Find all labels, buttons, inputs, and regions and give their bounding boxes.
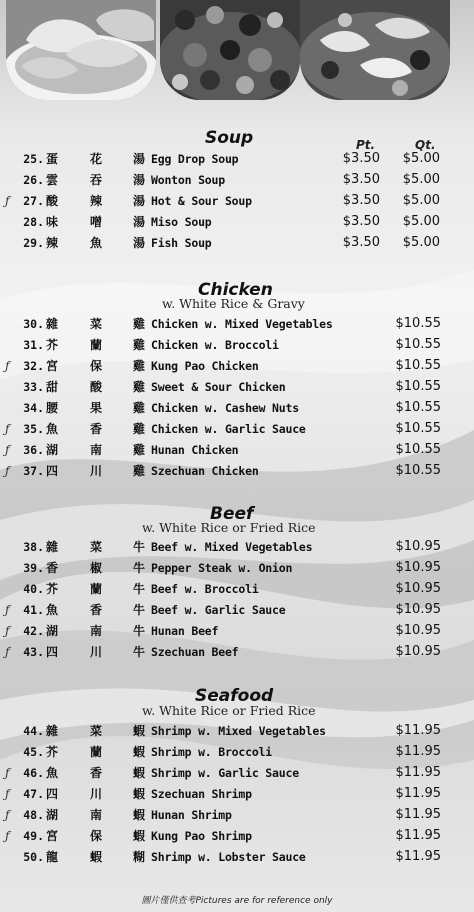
chinese-char: 蛋 (46, 152, 59, 166)
chinese-char: 香 (90, 603, 103, 617)
list-item (0, 826, 474, 846)
list-item (0, 784, 474, 804)
item-name: Chicken w. Garlic Sauce (151, 422, 306, 436)
spicy-marker: ƒ (5, 645, 10, 659)
chinese-char: 芥 (46, 582, 59, 596)
item-name: Fish Soup (151, 236, 212, 250)
list-item (0, 233, 474, 253)
item-price: $10.95 (395, 581, 441, 596)
item-number: 30. (23, 317, 44, 331)
list-item (0, 600, 474, 620)
chinese-char: 川 (90, 464, 103, 478)
item-name: Beef w. Broccoli (151, 582, 259, 596)
chinese-char: 蝦 (133, 724, 146, 738)
item-price: $10.95 (395, 539, 441, 554)
chinese-char: 牛 (133, 603, 146, 617)
chinese-char: 菜 (90, 724, 103, 738)
chinese-char: 四 (46, 787, 59, 801)
item-number: 29. (23, 236, 44, 250)
item-number: 43. (23, 645, 44, 659)
item-number: 45. (23, 745, 44, 759)
item-number: 46. (23, 766, 44, 780)
spicy-marker: ƒ (5, 464, 10, 478)
item-price: $10.55 (395, 316, 441, 331)
item-price: $11.95 (395, 828, 441, 843)
item-number: 48. (23, 808, 44, 822)
spicy-marker: ƒ (5, 194, 10, 208)
chinese-char: 香 (46, 561, 59, 575)
item-price: $11.95 (395, 849, 441, 864)
item-price: $10.95 (395, 644, 441, 659)
chinese-char: 芥 (46, 338, 59, 352)
item-number: 47. (23, 787, 44, 801)
seafood-title: Seafood (195, 686, 274, 706)
quart-price: $5.00 (402, 151, 440, 166)
spicy-marker: ƒ (5, 603, 10, 617)
list-item (0, 537, 474, 557)
chinese-char: 雞 (133, 359, 146, 373)
item-price: $10.95 (395, 602, 441, 617)
seafood-subtitle: w. White Rice or Fried Rice (142, 703, 316, 718)
item-number: 35. (23, 422, 44, 436)
quart-price: $5.00 (402, 235, 440, 250)
item-price: $11.95 (395, 744, 441, 759)
chinese-char: 糊 (133, 850, 146, 864)
quart-price: $5.00 (402, 172, 440, 187)
pint-column-header: Pt. (356, 138, 376, 152)
beef-subtitle: w. White Rice or Fried Rice (142, 520, 316, 535)
item-name: Shrimp w. Broccoli (151, 745, 273, 759)
seafood-dish-photo (300, 0, 450, 100)
chinese-char: 龍 (46, 850, 59, 864)
chinese-char: 雲 (46, 173, 59, 187)
item-name: Beef w. Garlic Sauce (151, 603, 286, 617)
list-item (0, 461, 474, 481)
spicy-marker: ƒ (5, 766, 10, 780)
item-number: 27. (23, 194, 44, 208)
chinese-char: 魚 (46, 766, 59, 780)
chinese-char: 川 (90, 645, 103, 659)
chinese-char: 香 (90, 422, 103, 436)
item-name: Beef w. Mixed Vegetables (151, 540, 313, 554)
list-item (0, 314, 474, 334)
chinese-char: 四 (46, 645, 59, 659)
list-item (0, 847, 474, 867)
chinese-char: 蝦 (90, 850, 103, 864)
chinese-char: 椒 (90, 561, 103, 575)
list-item (0, 356, 474, 376)
chinese-char: 南 (90, 808, 103, 822)
chinese-char: 雜 (46, 724, 59, 738)
chinese-char: 蘭 (90, 338, 103, 352)
chinese-char: 酸 (90, 380, 103, 394)
item-number: 49. (23, 829, 44, 843)
item-price: $10.55 (395, 421, 441, 436)
item-price: $10.55 (395, 337, 441, 352)
list-item (0, 440, 474, 460)
item-name: Kung Pao Chicken (151, 359, 259, 373)
item-number: 28. (23, 215, 44, 229)
chinese-char: 牛 (133, 645, 146, 659)
list-item (0, 377, 474, 397)
chinese-char: 四 (46, 464, 59, 478)
chinese-char: 南 (90, 624, 103, 638)
chinese-char: 川 (90, 787, 103, 801)
chinese-char: 保 (90, 829, 103, 843)
list-item (0, 419, 474, 439)
item-number: 25. (23, 152, 44, 166)
item-name: Hunan Beef (151, 624, 219, 638)
item-price: $10.95 (395, 623, 441, 638)
chinese-char: 湯 (133, 215, 146, 229)
chinese-char: 湖 (46, 808, 59, 822)
soup-title: Soup (205, 128, 254, 148)
chinese-char: 辣 (46, 236, 59, 250)
item-number: 38. (23, 540, 44, 554)
item-name: Chicken w. Cashew Nuts (151, 401, 299, 415)
item-price: $10.55 (395, 442, 441, 457)
chinese-char: 香 (90, 766, 103, 780)
item-name: Szechuan Beef (151, 645, 239, 659)
item-name: Shrimp w. Mixed Vegetables (151, 724, 326, 738)
chinese-char: 菜 (90, 540, 103, 554)
item-number: 26. (23, 173, 44, 187)
list-item (0, 170, 474, 190)
chinese-char: 雞 (133, 317, 146, 331)
chinese-char: 湖 (46, 443, 59, 457)
item-price: $11.95 (395, 807, 441, 822)
chinese-char: 雞 (133, 443, 146, 457)
beef-title: Beef (210, 504, 254, 524)
list-item (0, 763, 474, 783)
chinese-char: 魚 (46, 603, 59, 617)
chinese-char: 蘭 (90, 745, 103, 759)
chinese-char: 甜 (46, 380, 59, 394)
chinese-char: 味 (46, 215, 59, 229)
list-item (0, 621, 474, 641)
chinese-char: 宮 (46, 359, 59, 373)
chinese-char: 吞 (90, 173, 103, 187)
item-name: Sweet & Sour Chicken (151, 380, 286, 394)
footer-disclaimer: 圖片僅供查考Pictures are for reference only (141, 896, 333, 906)
chinese-char: 雜 (46, 540, 59, 554)
chinese-char: 辣 (90, 194, 103, 208)
chinese-char: 保 (90, 359, 103, 373)
pint-price: $3.50 (342, 214, 380, 229)
quart-price: $5.00 (402, 193, 440, 208)
item-price: $11.95 (395, 786, 441, 801)
chicken-subtitle: w. White Rice & Gravy (162, 296, 305, 311)
list-item (0, 579, 474, 599)
item-price: $11.95 (395, 723, 441, 738)
item-name: Miso Soup (151, 215, 212, 229)
chinese-char: 湖 (46, 624, 59, 638)
item-price: $10.55 (395, 358, 441, 373)
item-price: $10.55 (395, 400, 441, 415)
header-photos (0, 0, 474, 104)
item-name: Egg Drop Soup (151, 152, 239, 166)
chinese-char: 宮 (46, 829, 59, 843)
item-price: $11.95 (395, 765, 441, 780)
chinese-char: 蝦 (133, 766, 146, 780)
spicy-marker: ƒ (5, 808, 10, 822)
chinese-char: 南 (90, 443, 103, 457)
list-item (0, 191, 474, 211)
spicy-marker: ƒ (5, 787, 10, 801)
item-number: 34. (23, 401, 44, 415)
chinese-char: 雞 (133, 401, 146, 415)
chinese-char: 花 (90, 152, 103, 166)
chinese-char: 湯 (133, 152, 146, 166)
chinese-char: 魚 (46, 422, 59, 436)
chinese-char: 蘭 (90, 582, 103, 596)
pint-price: $3.50 (342, 172, 380, 187)
item-name: Chicken w. Broccoli (151, 338, 279, 352)
item-number: 42. (23, 624, 44, 638)
item-name: Chicken w. Mixed Vegetables (151, 317, 333, 331)
item-number: 50. (23, 850, 44, 864)
chinese-char: 湯 (133, 173, 146, 187)
spicy-marker: ƒ (5, 624, 10, 638)
item-name: Hunan Shrimp (151, 808, 232, 822)
chicken-title: Chicken (198, 280, 273, 300)
list-item (0, 721, 474, 741)
chinese-char: 雞 (133, 338, 146, 352)
item-number: 36. (23, 443, 44, 457)
list-item (0, 398, 474, 418)
item-price: $10.55 (395, 379, 441, 394)
list-item (0, 335, 474, 355)
chinese-char: 牛 (133, 561, 146, 575)
chinese-char: 牛 (133, 624, 146, 638)
list-item (0, 742, 474, 762)
chinese-char: 湯 (133, 194, 146, 208)
item-number: 31. (23, 338, 44, 352)
item-number: 39. (23, 561, 44, 575)
pint-price: $3.50 (342, 193, 380, 208)
chinese-char: 蝦 (133, 829, 146, 843)
quart-column-header: Qt. (415, 138, 436, 152)
item-name: Hot & Sour Soup (151, 194, 252, 208)
item-number: 33. (23, 380, 44, 394)
item-number: 32. (23, 359, 44, 373)
chinese-char: 噌 (90, 215, 103, 229)
chinese-char: 蝦 (133, 808, 146, 822)
chinese-char: 蝦 (133, 745, 146, 759)
list-item (0, 642, 474, 662)
chinese-char: 湯 (133, 236, 146, 250)
pint-price: $3.50 (342, 235, 380, 250)
quart-price: $5.00 (402, 214, 440, 229)
chinese-char: 雞 (133, 380, 146, 394)
item-number: 41. (23, 603, 44, 617)
chinese-char: 雞 (133, 422, 146, 436)
item-name: Kung Pao Shrimp (151, 829, 252, 843)
item-name: Wonton Soup (151, 173, 225, 187)
list-item (0, 149, 474, 169)
item-name: Szechuan Chicken (151, 464, 259, 478)
list-item (0, 212, 474, 232)
item-number: 37. (23, 464, 44, 478)
chinese-char: 魚 (90, 236, 103, 250)
item-price: $10.95 (395, 560, 441, 575)
item-name: Shrimp w. Garlic Sauce (151, 766, 299, 780)
spicy-marker: ƒ (5, 443, 10, 457)
chinese-char: 酸 (46, 194, 59, 208)
spicy-marker: ƒ (5, 359, 10, 373)
chinese-char: 牛 (133, 582, 146, 596)
item-name: Hunan Chicken (151, 443, 239, 457)
chinese-char: 牛 (133, 540, 146, 554)
item-price: $10.55 (395, 463, 441, 478)
chinese-char: 雜 (46, 317, 59, 331)
spicy-marker: ƒ (5, 829, 10, 843)
chinese-char: 果 (90, 401, 103, 415)
chinese-char: 腰 (46, 401, 59, 415)
item-number: 40. (23, 582, 44, 596)
item-name: Shrimp w. Lobster Sauce (151, 850, 306, 864)
list-item (0, 805, 474, 825)
spicy-marker: ƒ (5, 422, 10, 436)
item-number: 44. (23, 724, 44, 738)
dumpling-soup-photo (6, 0, 156, 100)
chinese-char: 菜 (90, 317, 103, 331)
kung-pao-dish-photo (160, 0, 300, 100)
chinese-char: 芥 (46, 745, 59, 759)
list-item (0, 558, 474, 578)
chinese-char: 雞 (133, 464, 146, 478)
item-name: Szechuan Shrimp (151, 787, 252, 801)
pint-price: $3.50 (342, 151, 380, 166)
chinese-char: 蝦 (133, 787, 146, 801)
item-name: Pepper Steak w. Onion (151, 561, 293, 575)
